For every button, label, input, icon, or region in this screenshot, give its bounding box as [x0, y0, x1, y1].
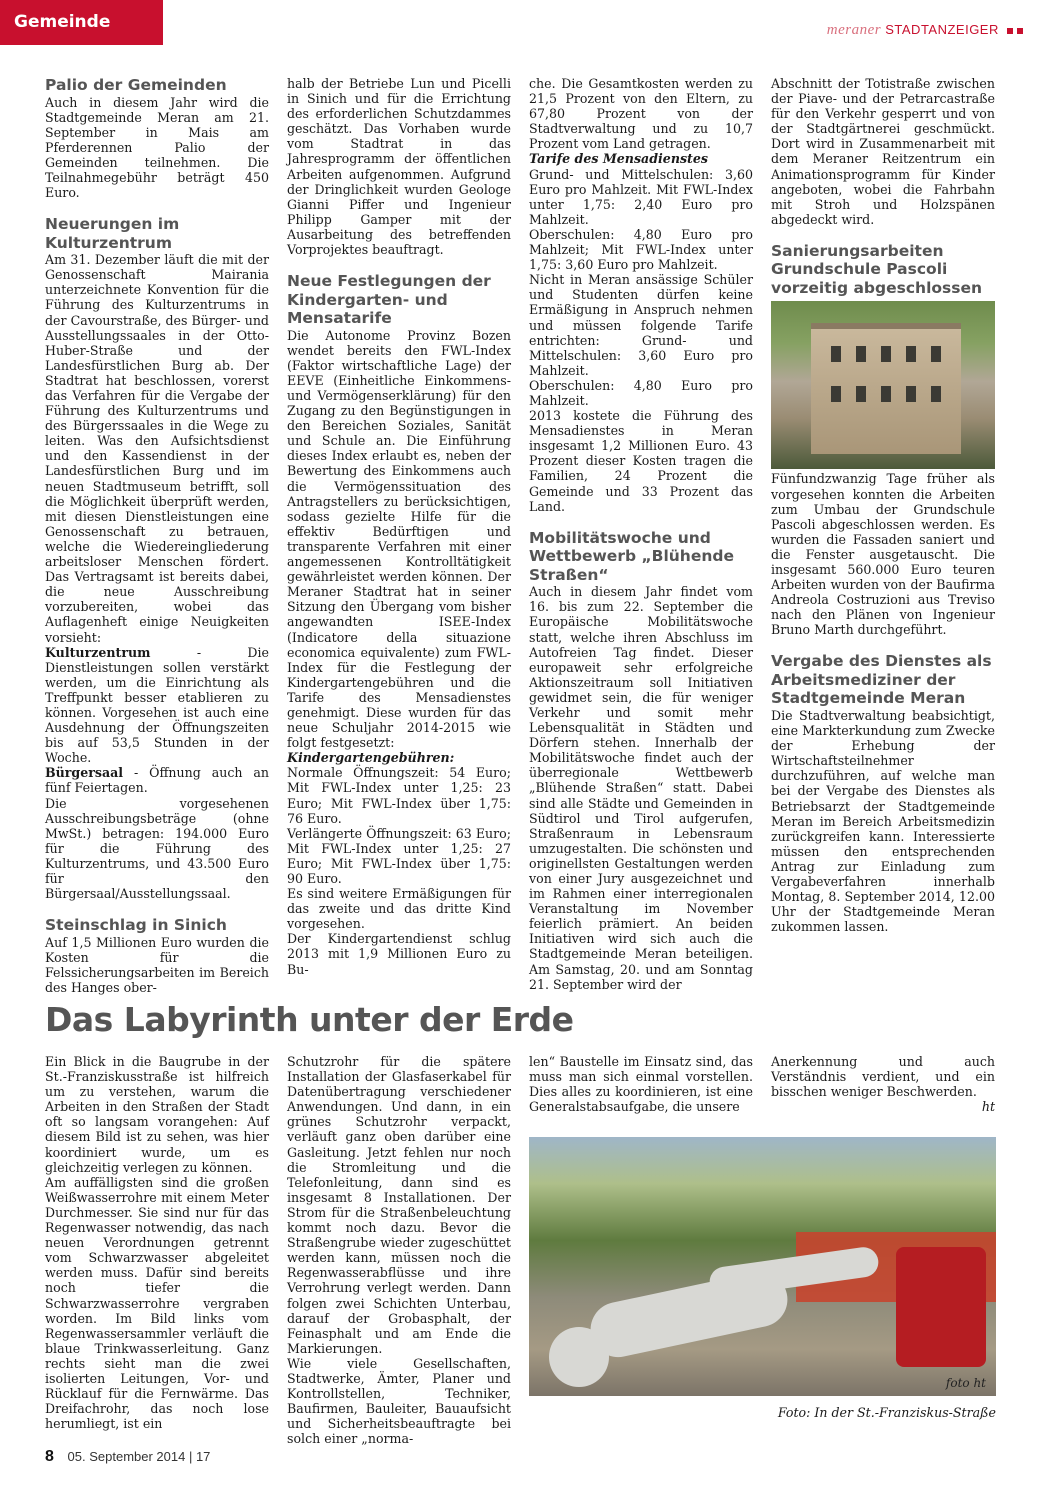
- article-text: Abschnitt der Totistraße zwischen der Piave- und der Petrarcastraße für den Verkehr gesperrt und von der Stadtgärtnerei geschmückt. Dort wird in Zusammenarbeit mit dem Meraner Reitzentrum ein Animationsprogramm für Kinder angeboten, wobei die Fahrbahn mit Stroh und Holzspänen abgedeckt wird.: [771, 76, 995, 227]
- article-text: che. Die Gesamtkosten werden zu 21,5 Prozent von den Eltern, zu 67,80 Prozent von der Stadtverwaltung und zu 10,7 Prozent vom Land getragen.: [529, 76, 753, 152]
- feature-column-4: [771, 1054, 995, 1114]
- feature-column-2: [287, 1054, 511, 1446]
- column-3: [529, 76, 753, 992]
- article-heading: Steinschlag in Sinich: [45, 916, 227, 935]
- window: [831, 386, 841, 402]
- article-text: Oberschulen: 4,80 Euro pro Mahlzeit; Mit FWL-Index unter 1,75: 3,60 Euro pro Mahlzeit.: [529, 226, 753, 273]
- footer: [45, 1448, 210, 1466]
- window: [881, 386, 891, 402]
- square-icon: [1007, 28, 1013, 34]
- article-text: Am auffälligsten sind die großen Weißwasserrohre mit einem Meter Durchmesser. Sie sind nur für das Regenwasser notwendig, das nach neuen Verordnungen getrennt vom Schwarzwasser abgeleitet werden muss. Dafür sind bereits noch tiefer die Schwarzwasserrohre vergraben worden. Im Bild links vom Regenwassersammler verläuft die blaue Trinkwasserleitung. Ganz rechts sieht man die zwei isolierten Leitungen, Vor- und Rücklauf für die Fernwärme. Das Dreifachrohr, das noch lose herumliegt, ist ein: [45, 1174, 269, 1432]
- article-text: Die vorgesehenen Ausschreibungsbeträge (ohne MwSt.) betragen: 194.000 Euro für die Führung des Kulturzentrums, und 43.500 Euro für den Bürgersaal/Ausstellungssaal.: [45, 795, 269, 902]
- article-text: Der Kindergartendienst schlug 2013 mit 1,9 Millionen Euro zu Bu-: [287, 931, 511, 977]
- brand-name: meraner: [826, 22, 882, 38]
- bold-label: Bürgersaal: [45, 765, 124, 781]
- section-tab: Gemeinde: [0, 0, 163, 45]
- article-text: Die Stadtverwaltung beabsichtigt, eine Markterkundung zum Zwecke der Erhebung der Wirtschaftsteilnehmer durchzuführen, auf welche man bei der Vergabe des Dienstes als Betriebsarzt der Stadtgemeinde Meran im Bereich Arbeitsmedizin zurückgreifen kann. Interessierte müssen den entsprechenden Antrag zur Einladung zum Vergabeverfahren innerhalb Montag, 8. September 2014, 12.00 Uhr der Stadtgemeinde Meran zukommen lassen.: [771, 707, 995, 935]
- masthead-title: STADTANZEIGER: [885, 22, 999, 37]
- article-text: Schutzrohr für die spätere Installation der Glasfaserkabel für Datenübertragung verschiedener Anwendungen. Und dann, in ein grünes Schutzrohr verpackt, verläuft ganz oben darüber eine Gasleitung. Jetzt fehlen nur noch die Stromleitung und die Telefonleitung, dann sind es insgesamt 8 Installationen. Der Strom für die Straßenbeleuchtung kommt noch dazu. Bevor die Straßengrube wieder zugeschüttet werden kann, müssen noch die Regenwasserabflüsse und ihre Verrohrung verlegt werden. Dann folgen zwei Schichten Unterbau, darauf der Grobasphalt, der Feinasphalt und am Ende die Markierungen.: [287, 1054, 511, 1356]
- article-text: len“ Baustelle im Einsatz sind, das muss man sich einmal vorstellen. Dies alles zu koordinieren, ist eine Generalstabsaufgabe, die unsere: [529, 1054, 753, 1115]
- article-text: - Öffnung auch an fünf Feiertagen.: [45, 765, 269, 796]
- article-text: Die Autonome Provinz Bozen wendet bereits den FWL-Index (Faktor wirtschaftliche Lage) der EEVE (Einheitliche Einkommens- und Vermögenserklärung) für den Zugang zu den Begünstigungen in den Bereichen Soziales, Sanität und Schule an. Die Einführung dieses Index erlaubt es, neben der Bewertung des Einkommens auch die Vermögenssituation des Antragstellers zu berücksichtigen, sodass gezielte Hilfe für die effektiv Bedürftigen und transparente Verfahren mit einer angemessenen Kontrolltätigkeit gewährleistet werden können. Der Meraner Stadtrat hat in seiner Sitzung den Übergang vom bisher angewandten ISEE-Index (Indicatore della situazione economica equivalente) zum FWL-Index für die Festlegung der Kindergartengebühren und die Tarife des Mensadienstes genehmigt. Diese wurden für das neue Schuljahr 2014-2015 wie folgt festgesetzt:: [287, 327, 511, 751]
- feature-column-1: [45, 1054, 269, 1431]
- window: [881, 346, 891, 362]
- article-text: Grund- und Mittelschulen: 3,60 Euro pro Mahlzeit. Mit FWL-Index unter 1,75: 2,40 Euro pro Mahlzeit.: [529, 166, 753, 227]
- bold-label: Kulturzentrum: [45, 644, 151, 660]
- window: [906, 346, 916, 362]
- window: [906, 386, 916, 402]
- photo-credit: foto ht: [945, 1376, 986, 1390]
- window: [856, 386, 866, 402]
- pipe: [549, 1327, 609, 1387]
- article-heading: Mobilitätswoche und Wettbewerb „Blühende Straßen“: [529, 528, 734, 584]
- subheading: Kindergartengebühren:: [287, 750, 455, 766]
- article-text: [45, 765, 269, 795]
- article-text: halb der Betriebe Lun und Picelli in Sinich und für die Errichtung des erforderlichen Schutzdammes geschätzt. Das Vorhaben wurde vom Stadtrat in das Jahresprogramm der öffentlichen Arbeiten aufgenommen. Aufgrund der Dringlichkeit wurden Geologe Gianni Piffer und Ingenieur Philipp Gamper mit der Ausarbeitung des betreffenden Vorprojektes beauftragt.: [287, 76, 511, 258]
- article-text: - Die Dienstleistungen sollen verstärkt werden, um die Einrichtung als Treffpunkt besser etablieren zu können. Vorgesehen ist auch eine Ausdehnung der Öffnungszeiten bis auf 53,5 Stunden in der Woche.: [45, 644, 269, 766]
- excavator: [896, 1247, 986, 1367]
- feature-headline: Das Labyrinth unter der Erde: [45, 1000, 574, 1039]
- subheading: Tarife des Mensadienstes: [529, 151, 708, 167]
- article-text: Verlängerte Öffnungszeit: 63 Euro; Mit FWL-Index unter 1,25: 27 Euro; Mit FWL-Index über 1,75: 90 Euro.: [287, 825, 511, 886]
- article-heading: Palio der Gemeinden: [45, 76, 227, 94]
- article-text: Oberschulen: 4,80 Euro pro Mahlzeit.: [529, 377, 753, 408]
- page-number: 8: [45, 1448, 54, 1465]
- column-4: [771, 76, 995, 934]
- school-photo: [771, 301, 995, 469]
- window: [856, 346, 866, 362]
- article-text: Auch in diesem Jahr wird die Stadtgemeinde Meran am 21. September in Mais am Pferderennen Palio der Gemeinden teilnehmen. Die Teilnahmegebühr beträgt 450 Euro.: [45, 94, 269, 201]
- author-initials: ht: [981, 1099, 995, 1115]
- article-text: [45, 645, 269, 766]
- photo-caption: Foto: In der St.-Franziskus-Straße: [777, 1405, 996, 1420]
- window: [931, 346, 941, 362]
- article-text: Auf 1,5 Millionen Euro wurden die Kosten für die Felssicherungsarbeiten im Bereich des Hanges ober-: [45, 934, 269, 995]
- article-text: Nicht in Meran ansässige Schüler und Studenten dürfen keine Ermäßigung in Anspruch nehmen und müssen folgende Tarife entrichten: Grund- und Mittelschulen: 3,60 Euro pro Mahlzeit.: [529, 272, 753, 378]
- article-text: Ein Blick in die Baugrube in der St.-Franziskusstraße ist hilfreich um zu verstehen, warum die Arbeiten in den Straßen der Stadt oft so langsam vorangehen: Auf diesem Bild ist zu sehen, was hier koordiniert wurde, um es gleichzeitig verlegen zu können.: [45, 1054, 269, 1175]
- article-text: Es sind weitere Ermäßigungen für das zweite und das dritte Kind vorgesehen.: [287, 886, 511, 932]
- feature-column-3: [529, 1054, 753, 1114]
- article-text: Fünfundzwanzig Tage früher als vorgesehen konnten die Arbeiten zum Umbau der Grundschule Pascoli abgeschlossen werden. Es wurden die Fassaden saniert und die Fenster ausgetauscht. Die insgesamt 560.000 Euro teuren Arbeiten wurden von der Baufirma Andreola Costruzioni aus Treviso nach den Plänen von Ingenieur Bruno Marth durchgeführt.: [771, 471, 995, 638]
- article-text: Anerkennung und auch Verständnis verdient, und ein bisschen weniger Beschwerden.: [771, 1054, 995, 1100]
- article-heading: Neuerungen im Kulturzentrum: [45, 215, 180, 252]
- article-heading: Neue Festlegungen der Kindergarten- und Mensatarife: [287, 272, 491, 328]
- square-icon: [1017, 28, 1023, 34]
- article-text: Auch in diesem Jahr findet vom 16. bis zum 22. September die Europäische Mobilitätswoche statt, welche ihren Abschluss im Autofreien Tag findet. Dieser europaweit sehr erfolgreiche Aktionszeitraum soll Initiativen gewidmet sein, die für weniger Verkehr und somit mehr Lebensqualität in Städten und Dörfern stehen. Innerhalb der Mobilitätswoche findet auch der überregionale Wettbewerb „Blühende Straßen“ statt. Dabei sind alle Städte und Gemeinden in Südtirol und Tirol aufgerufen, Straßenraum in Lebensraum umzugestalten. Die schönsten und originellsten Gestaltungen werden von einer Jury ausgezeichnet und im Rahmen einer interregionalen Veranstaltung im November feierlich prämiert. An beiden Initiativen wird sich auch die Stadtgemeinde Meran beteiligen. Am Samstag, 20. und am Sonntag 21. September wird der: [529, 584, 753, 992]
- column-1: [45, 76, 269, 995]
- window: [931, 386, 941, 402]
- article-text: Am 31. Dezember läuft die mit der Genossenschaft Mairania unterzeichnete Konvention für die Führung des Kulturzentrums in der Cavourstraße, des Bürger- und Ausstellungssaales in der Otto-Huber-Straße und der Landesfürstlichen Burg ab. Der Stadtrat hat beschlossen, vorerst das Verfahren für die Vergabe der Führung des Kulturzentrums und des Bürgerssaales in die Wege zu leiten. Was den Aufsichtsdienst und den Kassendienst in der Landesfürstlichen Burg und im neuen Stadtmuseum betrifft, soll die Möglichkeit überprüft werden, mit diesen Dienstleistungen eine Genossenschaft zu betrauen, welche die Wiedereingliederung arbeitsloser Menschen fördert. Das Vertragsamt ist bereits dabei, die neue Ausschreibung vorzubereiten, wobei das Auflagenheft einige Neuigkeiten vorsieht:: [45, 252, 269, 645]
- article-text: Normale Öffnungszeit: 54 Euro; Mit FWL-Index unter 1,25: 23 Euro; Mit FWL-Index über 1,75: 76 Euro.: [287, 765, 511, 826]
- article-text: 2013 kostete die Führung des Mensadienstes in Meran insgesamt 1,2 Millionen Euro. 43 Prozent dieser Kosten tragen die Familien, 24 Prozent die Gemeinde und 33 Prozent das Land.: [529, 408, 753, 514]
- construction-photo: [529, 1137, 996, 1396]
- article-heading: Sanierungsarbeiten Grundschule Pascoli vorzeitig abgeschlossen: [771, 241, 983, 297]
- column-2: [287, 76, 511, 977]
- article-text: Wie viele Gesellschaften, Stadtwerke, Ämter, Planer und Kontrollstellen, Techniker, Baufirmen, Bauleiter, Bauaufsicht und Sicherheitsbeauftragte bei solch einer „norma-: [287, 1355, 511, 1447]
- article-heading: Vergabe des Dienstes als Arbeitsmediziner der Stadtgemeinde Meran: [771, 652, 992, 708]
- issue-date: 05. September 2014 | 17: [67, 1449, 211, 1464]
- masthead: [827, 22, 1023, 39]
- window: [831, 346, 841, 362]
